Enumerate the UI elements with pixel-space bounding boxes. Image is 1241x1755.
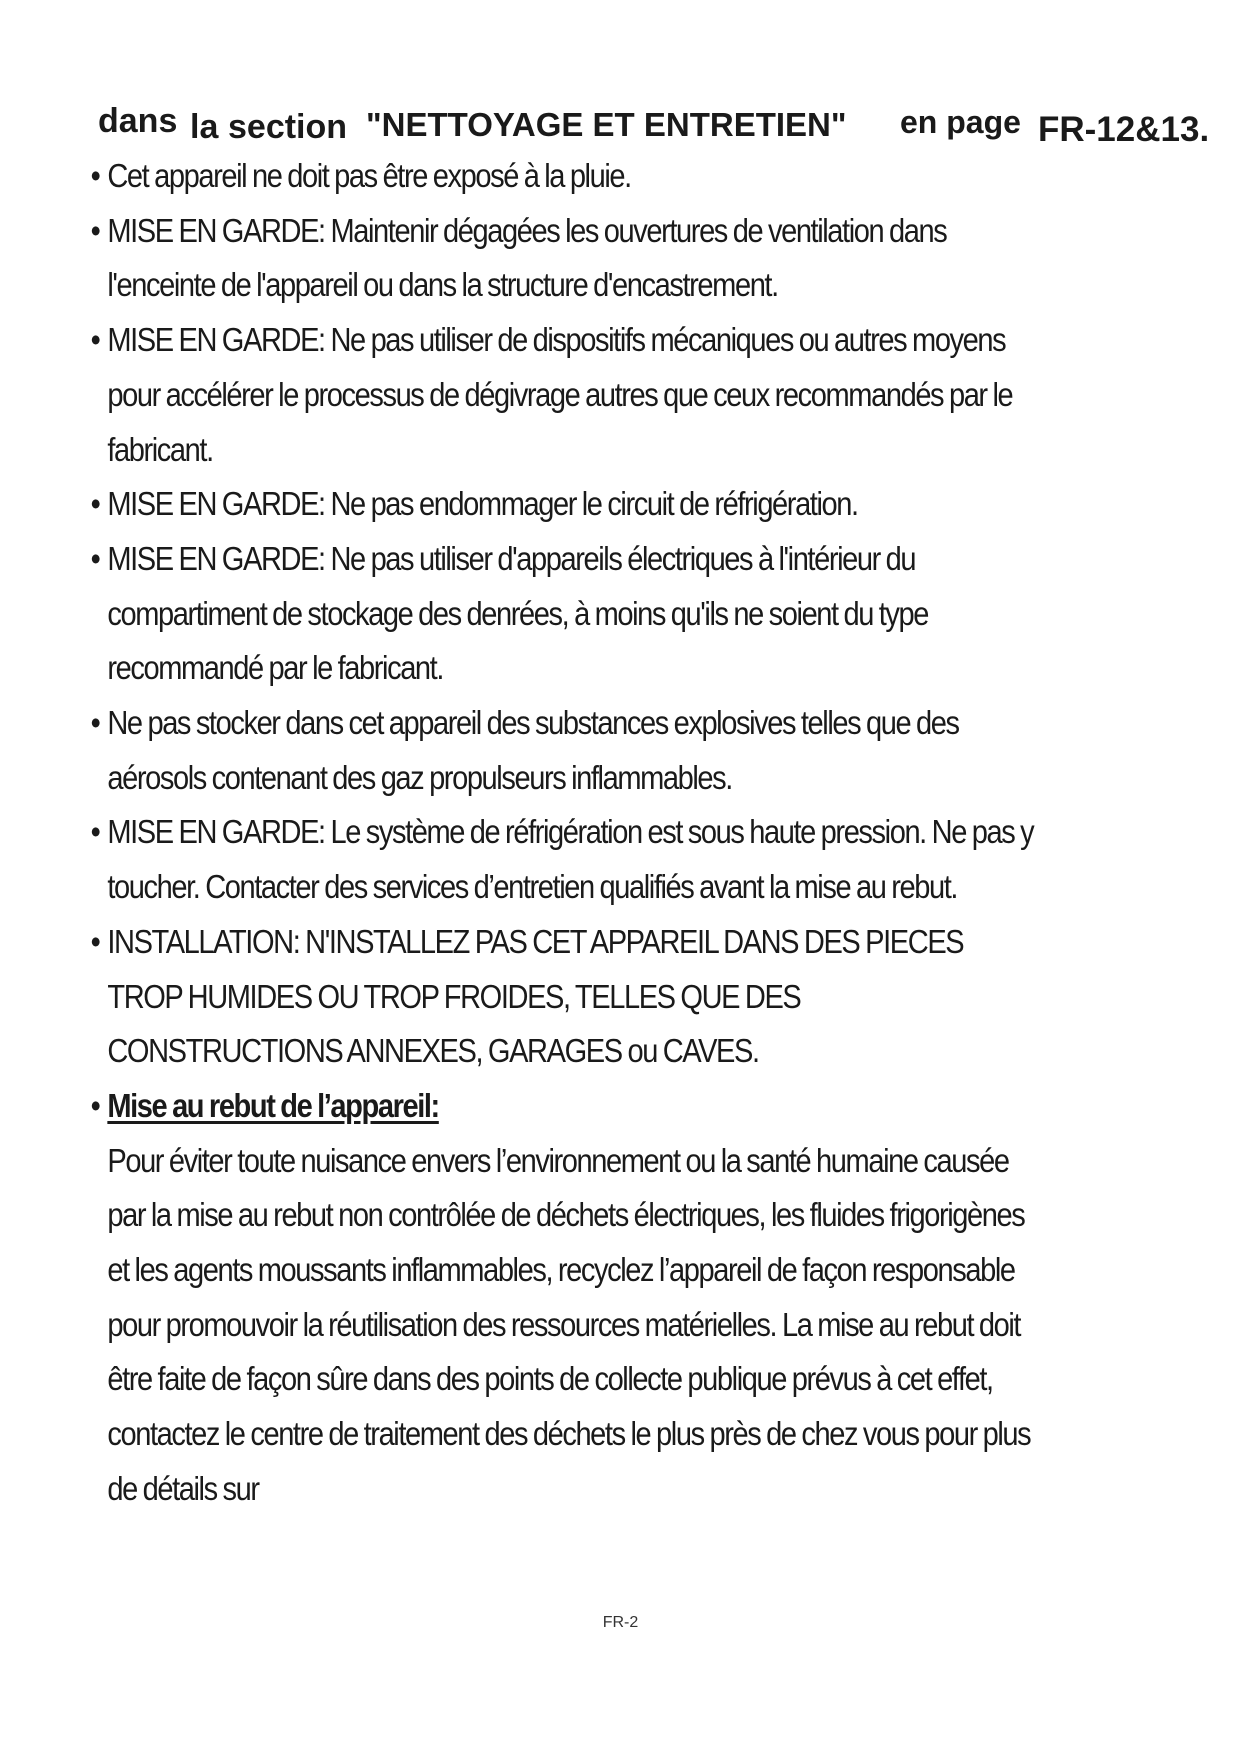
- list-item-text: MISE EN GARDE: Ne pas utiliser d'appareils électriques à l'intérieur du compartiment de stockage des denrées, à moins qu'ils ne soient du type recommandé par le fabricant.: [107, 539, 929, 687]
- list-item: [88, 149, 1038, 204]
- header-word-la: la: [190, 108, 219, 146]
- bullet-icon: •: [90, 157, 100, 194]
- disposal-heading: Mise au rebut de l’appareil:: [107, 1086, 439, 1124]
- header-section-title: "NETTOYAGE ET ENTRETIEN": [366, 106, 847, 143]
- bullet-icon: •: [90, 321, 100, 359]
- bullet-icon: •: [90, 539, 100, 577]
- list-item-text: MISE EN GARDE: Le système de réfrigération est sous haute pression. Ne pas y toucher. Contacter des services d’entretien qualifiés avant la mise au rebut.: [107, 813, 1034, 906]
- bullet-icon: •: [90, 211, 100, 249]
- bullet-icon: •: [90, 704, 100, 742]
- list-item-text: Ne pas stocker dans cet appareil des substances explosives telles que des aérosols contenant des gaz propulseurs inflammables.: [107, 704, 959, 796]
- bullet-icon: •: [90, 485, 100, 523]
- continuation-line: [98, 100, 1238, 150]
- list-item-text: MISE EN GARDE: Ne pas endommager le circuit de réfrigération.: [107, 485, 858, 523]
- disposal-section: [88, 1079, 1038, 1517]
- header-word-section: section: [228, 108, 348, 146]
- header-word-dans: dans: [98, 102, 178, 140]
- list-item-text: Cet appareil ne doit pas être exposé à la pluie.: [107, 157, 631, 194]
- list-item: [88, 204, 1038, 313]
- bullet-icon: •: [90, 922, 100, 960]
- list-item: [88, 915, 1038, 1079]
- header-word-en-page: en page: [900, 104, 1021, 140]
- list-item: [88, 805, 1038, 914]
- list-item-text: INSTALLATION: N'INSTALLEZ PAS CET APPAREIL DANS DES PIECES TROP HUMIDES OU TROP FROIDES, TELLES QUE DES CONSTRUCTIONS ANNEXES, GARAGES ou CAVES.: [107, 922, 964, 1070]
- page-number: FR-2: [602, 1614, 639, 1631]
- list-item: [88, 477, 1038, 532]
- list-item-text: MISE EN GARDE: Maintenir dégagées les ouvertures de ventilation dans l'enceinte de l'appareil ou dans la structure d'encastrement.: [107, 211, 947, 304]
- list-item: [88, 532, 1038, 696]
- list-item-text: MISE EN GARDE: Ne pas utiliser de dispositifs mécaniques ou autres moyens pour accélérer le processus de dégivrage autres que ceux recommandés par le fabricant.: [107, 321, 1013, 468]
- list-item: [88, 696, 1038, 805]
- bullet-icon: •: [90, 1086, 100, 1124]
- bullet-icon: •: [90, 813, 100, 851]
- safety-bullet-list: [88, 149, 1038, 1517]
- list-item: [88, 313, 1038, 477]
- disposal-body-text: Pour éviter toute nuisance envers l’environnement ou la santé humaine causée par la mise au rebut non contrôlée de déchets électriques, les fluides frigorigènes et les agents moussants inflammables, recyclez l’appareil de façon responsable pour promouvoir la réutilisation des ressources matérielles. La mise au rebut doit être faite de façon sûre dans des points de collecte publique prévus à cet effet, contactez le centre de traitement des déchets le plus près de chez vous pour plus de détails sur: [107, 1141, 1031, 1507]
- header-page-reference: FR-12&13.: [1038, 110, 1210, 149]
